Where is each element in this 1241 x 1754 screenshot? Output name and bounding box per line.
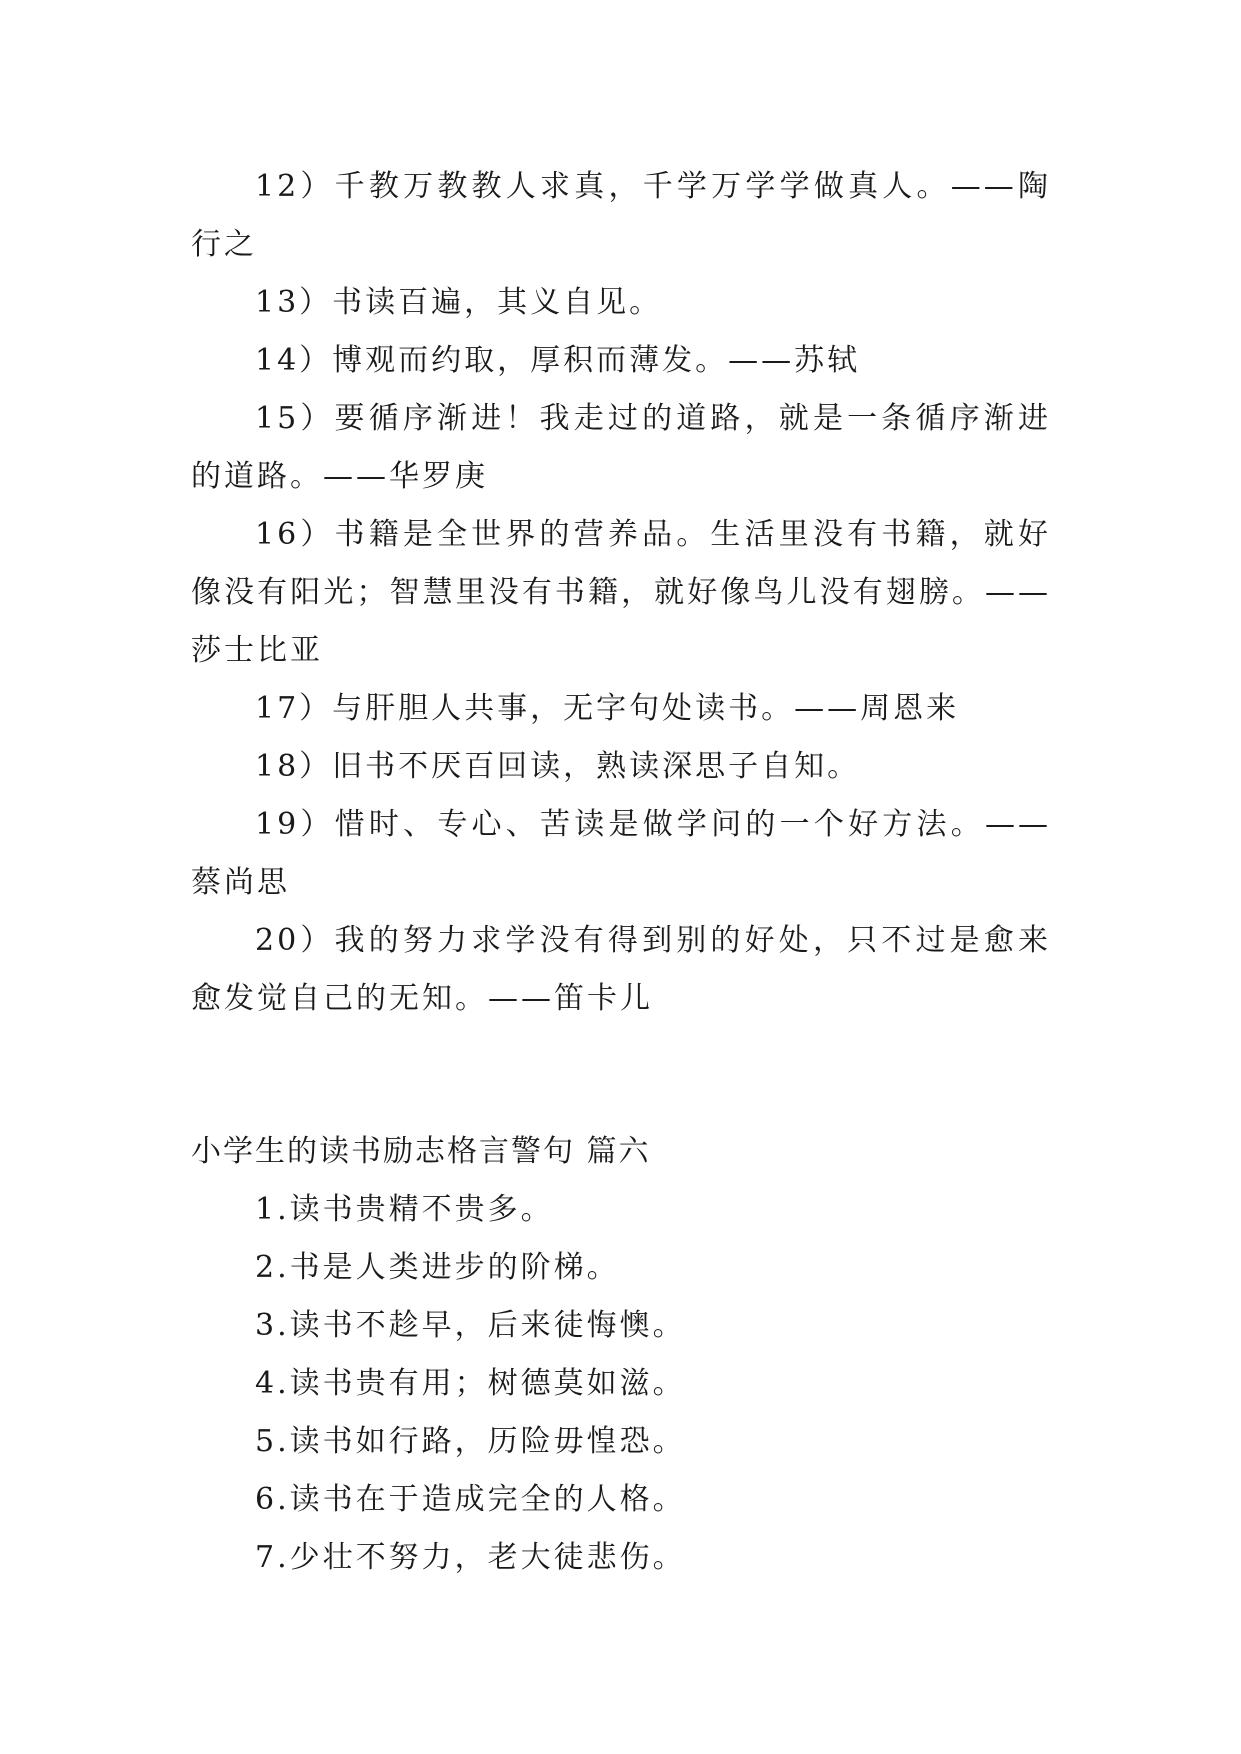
quote-13: 13）书读百遍，其义自见。 — [255, 285, 663, 320]
list-item: 2.书是人类进步的阶梯。 — [255, 1250, 620, 1285]
quote-14: 14）博观而约取，厚积而薄发。——苏轼 — [255, 343, 861, 378]
quote-12: 12）千教万教教人求真，千学万学学做真人。——陶行之 — [191, 169, 1051, 262]
quote-18: 18）旧书不厌百回读，熟读深思子自知。 — [255, 749, 861, 784]
list-item: 4.读书贵有用；树德莫如滋。 — [255, 1366, 686, 1401]
document-body — [191, 158, 1051, 1587]
section-heading: 小学生的读书励志格言警句 篇六 — [191, 1134, 651, 1169]
list-item: 5.读书如行路，历险毋惶恐。 — [255, 1424, 686, 1459]
list-item: 3.读书不趁早，后来徒悔懊。 — [255, 1308, 686, 1343]
list-item: 1.读书贵精不贵多。 — [255, 1192, 554, 1227]
list-item: 7.少壮不努力，老大徒悲伤。 — [255, 1540, 686, 1575]
quote-20: 20）我的努力求学没有得到别的好处，只不过是愈来愈发觉自己的无知。——笛卡儿 — [191, 923, 1051, 1016]
list-item: 6.读书在于造成完全的人格。 — [255, 1482, 686, 1517]
quote-19: 19）惜时、专心、苦读是做学问的一个好方法。——蔡尚思 — [191, 807, 1051, 900]
quote-17: 17）与肝胆人共事，无字句处读书。——周恩来 — [255, 691, 960, 726]
quote-16: 16）书籍是全世界的营养品。生活里没有书籍，就好像没有阳光；智慧里没有书籍，就好像鸟儿没有翅膀。——莎士比亚 — [191, 517, 1051, 668]
quote-15: 15）要循序渐进！我走过的道路，就是一条循序渐进的道路。——华罗庚 — [191, 401, 1051, 494]
